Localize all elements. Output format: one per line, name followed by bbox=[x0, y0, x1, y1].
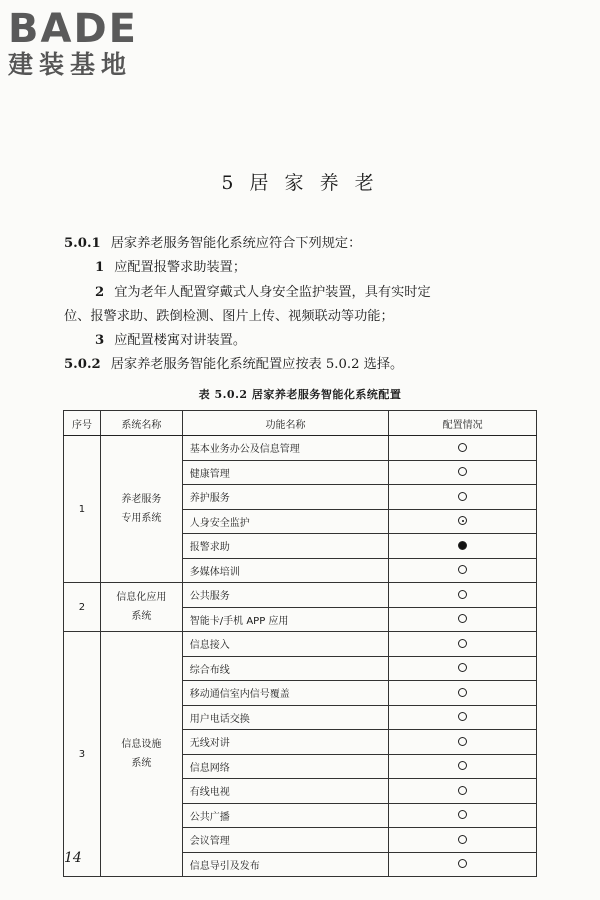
optional-open-circle-icon bbox=[458, 492, 467, 501]
table-row bbox=[64, 436, 537, 461]
function-name: 公共广播 bbox=[182, 803, 389, 828]
optional-open-circle-icon bbox=[458, 663, 467, 672]
optional-open-circle-icon bbox=[458, 614, 467, 623]
function-name: 公共服务 bbox=[182, 583, 389, 608]
function-name: 综合布线 bbox=[182, 656, 389, 681]
table-header-row bbox=[64, 411, 537, 436]
config-cell bbox=[389, 632, 537, 657]
function-name: 人身安全监护 bbox=[182, 509, 389, 534]
config-cell bbox=[389, 509, 537, 534]
config-cell bbox=[389, 681, 537, 706]
item-number: 2 bbox=[95, 285, 105, 300]
function-name: 信息网络 bbox=[182, 754, 389, 779]
optional-open-circle-icon bbox=[458, 835, 467, 844]
group-seq: 2 bbox=[64, 583, 101, 632]
optional-open-circle-icon bbox=[458, 712, 467, 721]
optional-open-circle-icon bbox=[458, 761, 467, 770]
optional-open-circle-icon bbox=[458, 859, 467, 868]
system-name-line-2: 系统 bbox=[131, 758, 152, 769]
config-cell bbox=[389, 485, 537, 510]
table-row bbox=[64, 632, 537, 657]
config-cell bbox=[389, 803, 537, 828]
required-filled-circle-icon bbox=[458, 541, 467, 550]
function-name: 移动通信室内信号覆盖 bbox=[182, 681, 389, 706]
table-body bbox=[64, 436, 537, 877]
header-function: 功能名称 bbox=[182, 411, 389, 436]
config-cell bbox=[389, 607, 537, 632]
item-text: 应配置报警求助装置； bbox=[114, 260, 247, 275]
system-name-line-1: 信息化应用 bbox=[116, 592, 167, 603]
function-name: 用户电话交换 bbox=[182, 705, 389, 730]
clause-item-1 bbox=[95, 260, 246, 276]
function-name: 会议管理 bbox=[182, 828, 389, 853]
optional-open-circle-icon bbox=[458, 590, 467, 599]
clause-5-0-1 bbox=[64, 236, 361, 252]
optional-open-circle-icon bbox=[458, 565, 467, 574]
config-cell bbox=[389, 754, 537, 779]
item-text: 应配置楼寓对讲装置。 bbox=[114, 333, 247, 348]
optional-open-circle-icon bbox=[458, 786, 467, 795]
config-cell bbox=[389, 779, 537, 804]
group-system-name bbox=[100, 436, 182, 583]
config-cell bbox=[389, 852, 537, 877]
page-number: 14 bbox=[64, 850, 82, 866]
optional-open-circle-icon bbox=[458, 639, 467, 648]
logo bbox=[8, 6, 138, 80]
function-name: 无线对讲 bbox=[182, 730, 389, 755]
clause-number: 5.0.1 bbox=[64, 236, 101, 251]
header-config: 配置情况 bbox=[389, 411, 537, 436]
system-name-line-2: 专用系统 bbox=[121, 513, 162, 524]
function-name: 报警求助 bbox=[182, 534, 389, 559]
function-name: 多媒体培训 bbox=[182, 558, 389, 583]
table-title: 表 5.0.2 居家养老服务智能化系统配置 bbox=[198, 388, 402, 401]
item-text: 宜为老年人配置穿戴式人身安全监护装置，具有实时定 bbox=[114, 285, 431, 300]
chapter-title: 5 居 家 养 老 bbox=[221, 172, 379, 194]
clause-number: 5.0.2 bbox=[64, 357, 101, 372]
group-system-name bbox=[100, 583, 182, 632]
logo-sub-text: 建装基地 bbox=[8, 50, 133, 79]
clause-text: 居家养老服务智能化系统应符合下列规定： bbox=[110, 236, 362, 251]
config-cell bbox=[389, 583, 537, 608]
group-seq: 1 bbox=[64, 436, 101, 583]
recommended-dotted-circle-icon bbox=[458, 516, 467, 525]
config-cell bbox=[389, 460, 537, 485]
logo-main-text: BADE bbox=[8, 6, 138, 52]
system-name-line-1: 养老服务 bbox=[121, 494, 162, 505]
function-name: 养护服务 bbox=[182, 485, 389, 510]
optional-open-circle-icon bbox=[458, 443, 467, 452]
optional-open-circle-icon bbox=[458, 688, 467, 697]
config-cell bbox=[389, 656, 537, 681]
config-cell bbox=[389, 436, 537, 461]
config-cell bbox=[389, 705, 537, 730]
config-cell bbox=[389, 558, 537, 583]
item-number: 3 bbox=[95, 333, 105, 348]
header-seq: 序号 bbox=[64, 411, 101, 436]
config-table bbox=[63, 410, 537, 877]
function-name: 有线电视 bbox=[182, 779, 389, 804]
function-name: 信息导引及发布 bbox=[182, 852, 389, 877]
clause-item-2-continued bbox=[64, 309, 394, 325]
optional-open-circle-icon bbox=[458, 467, 467, 476]
function-name: 健康管理 bbox=[182, 460, 389, 485]
function-name: 基本业务办公及信息管理 bbox=[182, 436, 389, 461]
item-text-continued: 位、报警求助、跌倒检测、图片上传、视频联动等功能； bbox=[64, 309, 394, 324]
optional-open-circle-icon bbox=[458, 737, 467, 746]
optional-open-circle-icon bbox=[458, 810, 467, 819]
group-seq: 3 bbox=[64, 632, 101, 877]
clause-item-2 bbox=[95, 285, 431, 301]
clause-text: 居家养老服务智能化系统配置应按表 5.0.2 选择。 bbox=[110, 357, 404, 372]
group-system-name bbox=[100, 632, 182, 877]
item-number: 1 bbox=[95, 260, 105, 275]
header-system: 系统名称 bbox=[100, 411, 182, 436]
function-name: 信息接入 bbox=[182, 632, 389, 657]
system-name-line-1: 信息设施 bbox=[121, 739, 162, 750]
system-name-line-2: 系统 bbox=[131, 611, 152, 622]
config-cell bbox=[389, 828, 537, 853]
table-row bbox=[64, 583, 537, 608]
config-cell bbox=[389, 730, 537, 755]
clause-5-0-2 bbox=[64, 357, 403, 373]
config-cell bbox=[389, 534, 537, 559]
clause-item-3 bbox=[95, 333, 246, 349]
function-name: 智能卡/手机 APP 应用 bbox=[182, 607, 389, 632]
